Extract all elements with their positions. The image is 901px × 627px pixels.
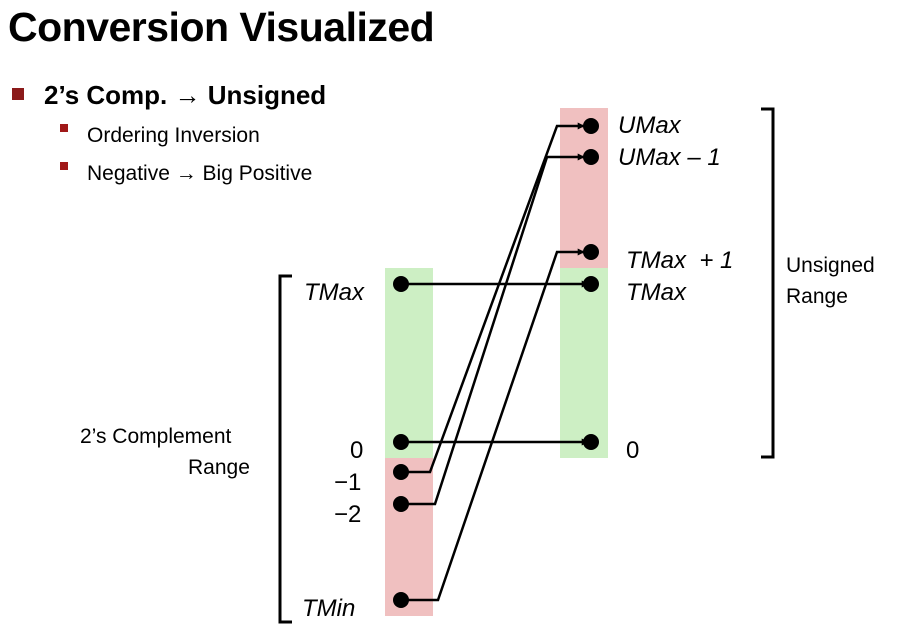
left-range-label-line1: 2’s Complement — [80, 425, 232, 448]
left-label-zero: 0 — [350, 437, 364, 464]
dot-right-tmax-plus1 — [583, 244, 599, 260]
sub-bullet-2-label: Negative → Big Positive — [87, 162, 313, 185]
right-lower-band — [560, 268, 608, 458]
dot-right-umax-minus1 — [583, 149, 599, 165]
right-label-umax: UMax — [618, 112, 681, 139]
right-range-bracket — [761, 109, 773, 457]
dot-right-umax — [583, 118, 599, 134]
dot-left-tmax — [393, 276, 409, 292]
right-label-umax-minus1: UMax – 1 — [618, 144, 721, 171]
dot-left-minus1 — [393, 464, 409, 480]
right-label-tmax: TMax — [626, 279, 686, 306]
page-title: Conversion Visualized — [8, 4, 435, 50]
dot-right-tmax — [583, 276, 599, 292]
left-nonnegative-band — [385, 268, 433, 458]
right-range-label-line2: Range — [786, 285, 848, 308]
right-label-tmax-plus1: TMax + 1 — [626, 247, 734, 274]
main-bullet-label: 2’s Comp. → Unsigned — [44, 80, 327, 110]
dot-left-minus2 — [393, 496, 409, 512]
dot-right-zero — [583, 434, 599, 450]
left-label-minus1: −1 — [334, 469, 362, 496]
dot-left-tmin — [393, 592, 409, 608]
sub-bullet-1-label: Ordering Inversion — [87, 124, 260, 147]
left-label-tmax: TMax — [304, 279, 364, 306]
dot-left-zero — [393, 434, 409, 450]
left-range-bracket — [280, 276, 292, 622]
left-label-tmin: TMin — [302, 595, 356, 622]
right-label-zero: 0 — [626, 437, 640, 464]
left-range-label-line2: Range — [188, 456, 250, 479]
right-range-label-line1: Unsigned — [786, 254, 875, 277]
left-label-minus2: −2 — [334, 501, 362, 528]
right-upper-band — [560, 108, 608, 268]
left-negative-band — [385, 458, 433, 616]
